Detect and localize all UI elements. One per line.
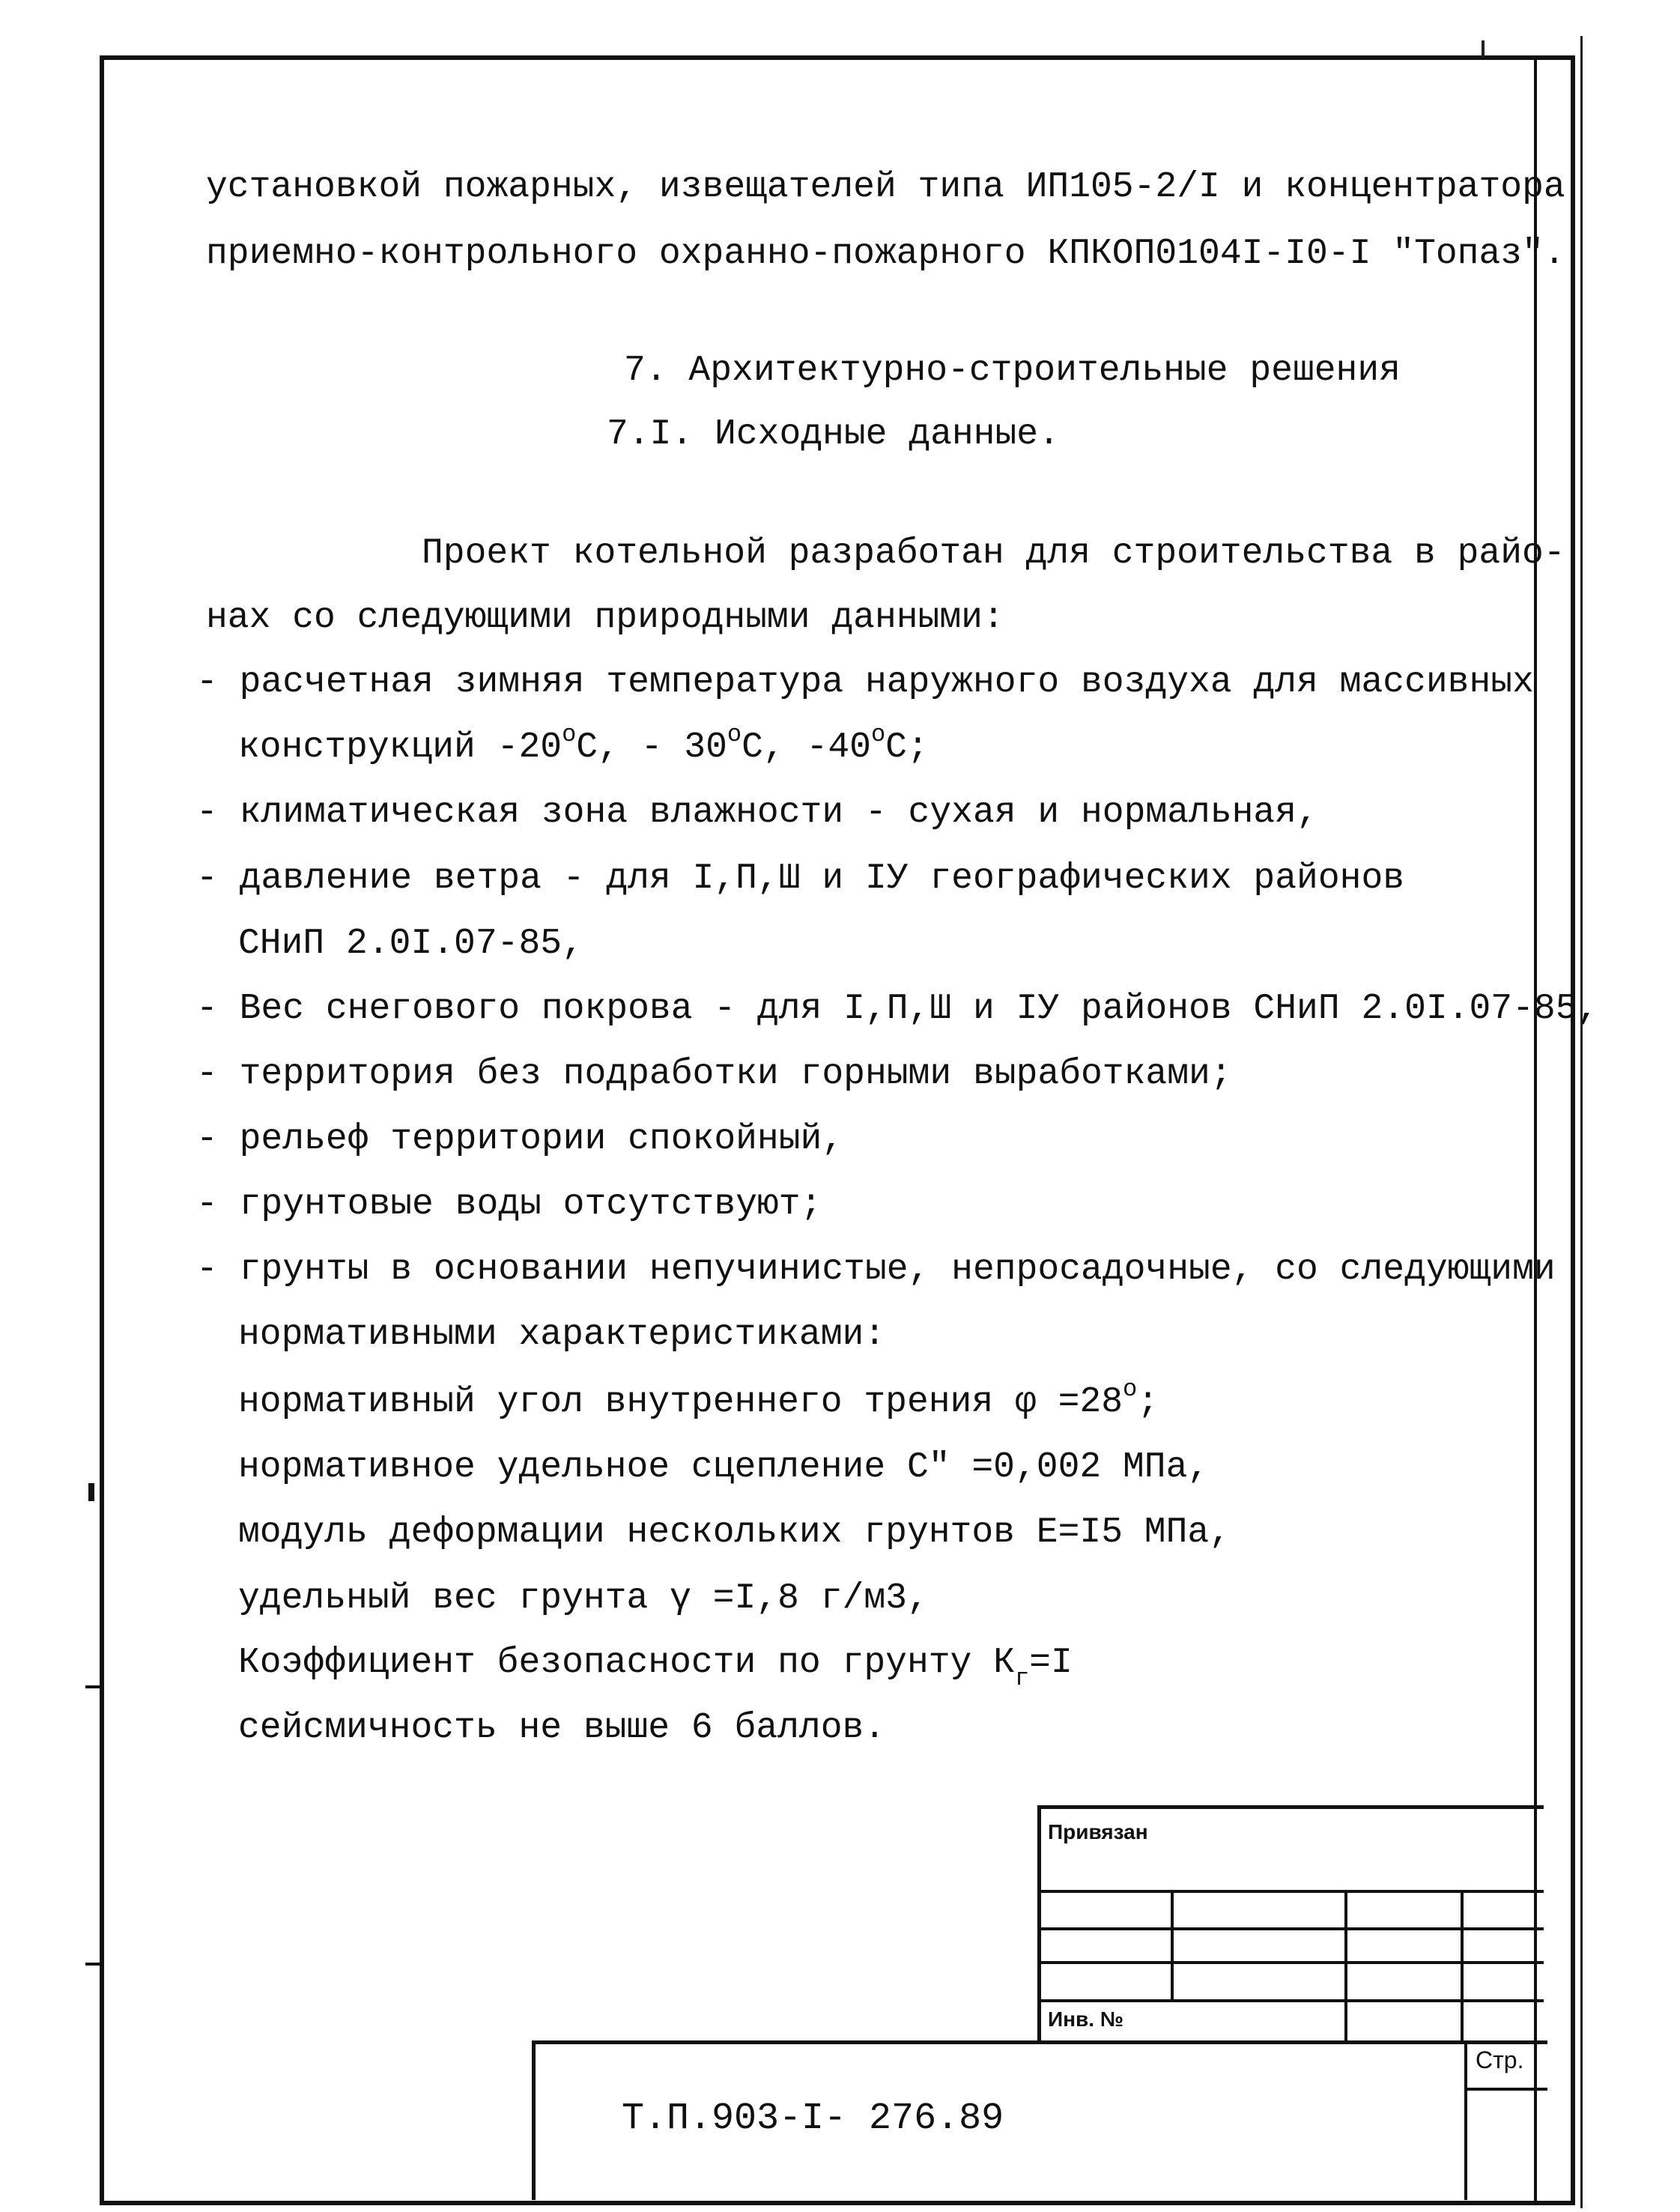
list-item-continuation: конструкций $-20^оС$, - $30^оС$, $-40^оС$;: [238, 721, 929, 768]
section-heading: 7. Архитектурно-строительные решения: [624, 351, 1401, 391]
list-item-continuation: СНиП 2.0I.07-85,: [238, 924, 583, 964]
property-line: сейсмичность не выше 6 баллов.: [238, 1708, 886, 1748]
property-line: нормативное удельное сцепление С" =0,002 МПа,: [238, 1447, 1210, 1488]
property-line: Коэффициент безопасности по грунту $К_г=I$: [238, 1643, 1073, 1692]
bound-label: Привязан: [1048, 1820, 1148, 1843]
body-line: установкой пожарных, извещателей типа ИП105-2/I и концентратора: [206, 167, 1565, 207]
list-item: - грунтовые воды отсутствуют;: [196, 1184, 822, 1225]
binding-stamp: [1037, 1805, 1544, 2041]
list-item: - рельеф территории спокойный,: [196, 1119, 844, 1160]
body-line: приемно-контрольного охранно-пожарного КПКОП0104I-I0-I "Топаз".: [206, 234, 1565, 274]
list-item: - климатическая зона влажности - сухая и нормальная,: [196, 793, 1318, 833]
body-line: нах со следующими природными данными:: [206, 598, 1004, 638]
subsection-heading: 7.I. Исходные данные.: [607, 414, 1060, 455]
document-code: Т.П.903-I- 276.89: [622, 2097, 1004, 2140]
list-item-continuation: нормативными характеристиками:: [238, 1315, 886, 1355]
inventory-number-label: Инв. №: [1048, 2008, 1124, 2031]
list-item: - грунты в основании непучинистые, непросадочные, со следующими: [196, 1249, 1556, 1290]
list-item: - расчетная зимняя температура наружного воздуха для массивных: [196, 662, 1534, 703]
list-item: - давление ветра - для I,П,Ш и IУ географических районов: [196, 858, 1405, 899]
page-label: Стр.: [1476, 2046, 1524, 2073]
list-item: - Вес снегового покрова - для I,П,Ш и IУ районов СНиП 2.0I.07-85,: [196, 989, 1599, 1029]
body-line: Проект котельной разработан для строительства в райо-: [422, 533, 1565, 574]
property-line: нормативный угол внутреннего трения $\varphi =28^о$;: [238, 1375, 1159, 1422]
list-item: - территория без подработки горными выработками;: [196, 1054, 1232, 1094]
property-line: удельный вес грунта γ =I,8 г/м3,: [238, 1578, 929, 1619]
property-line: модуль деформации нескольких грунтов Е=I5 МПа,: [238, 1512, 1231, 1553]
